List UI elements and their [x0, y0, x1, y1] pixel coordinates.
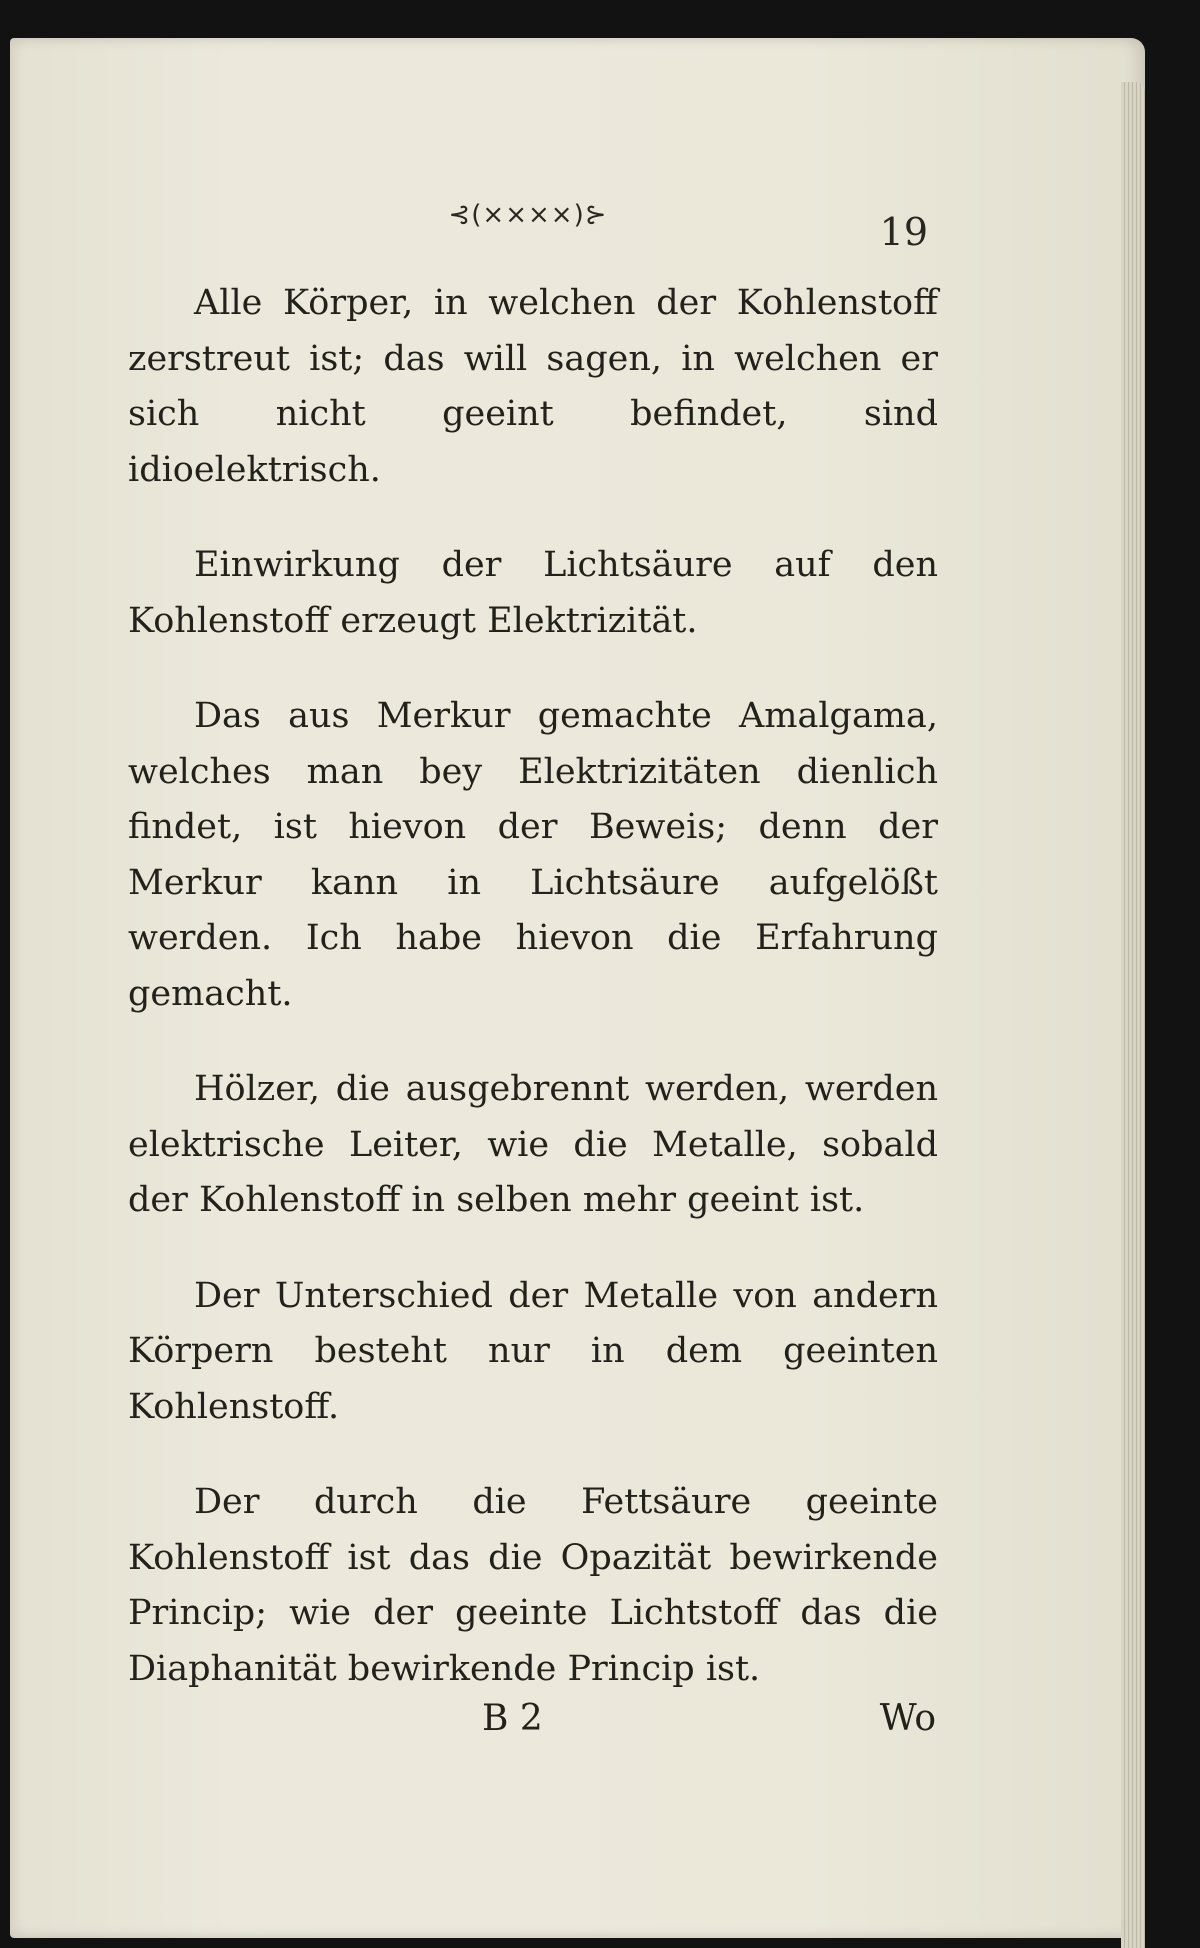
page-edge-stack	[1121, 82, 1145, 1948]
page-number: 19	[879, 210, 928, 254]
catchword: Wo	[879, 1698, 936, 1739]
page-footer	[128, 1698, 938, 1758]
paragraph: Der durch die Fettsäure geeinte Kohlenstoff ist das die Opazität bewirkende Princip; wie der geeinte Lichtstoff das die Diaphanität bewirkende Princip ist.	[128, 1482, 938, 1689]
paragraph: Alle Körper, in welchen der Kohlenstoff zerstreut ist; das will sagen, in welchen er sich nicht geeint befindet, sind idioelektrisch.	[128, 283, 938, 490]
paragraph: Der Unterschied der Metalle von andern Körpern besteht nur in dem geeinten Kohlenstoff.	[128, 1275, 938, 1427]
paragraph: Das aus Merkur gemachte Amalgama, welches man bey Elektrizitäten dienlich findet, ist hievon der Beweis; denn der Merkur kann in Lichtsäure aufgelößt werden. Ich habe hievon die Erfahrung gemacht.	[128, 696, 938, 1014]
body-text	[128, 276, 938, 1737]
paragraph: Einwirkung der Lichtsäure auf den Kohlenstoff erzeugt Elektrizität.	[128, 545, 938, 641]
book-page	[10, 38, 1145, 1938]
signature-mark: B 2	[482, 1698, 543, 1739]
header-ornament: ⊰(⨯⨯⨯⨯)⊱	[448, 200, 608, 230]
paragraph: Hölzer, die ausgebrennt werden, werden elektrische Leiter, wie die Metalle, sobald der Kohlenstoff in selben mehr geeint ist.	[128, 1069, 938, 1220]
